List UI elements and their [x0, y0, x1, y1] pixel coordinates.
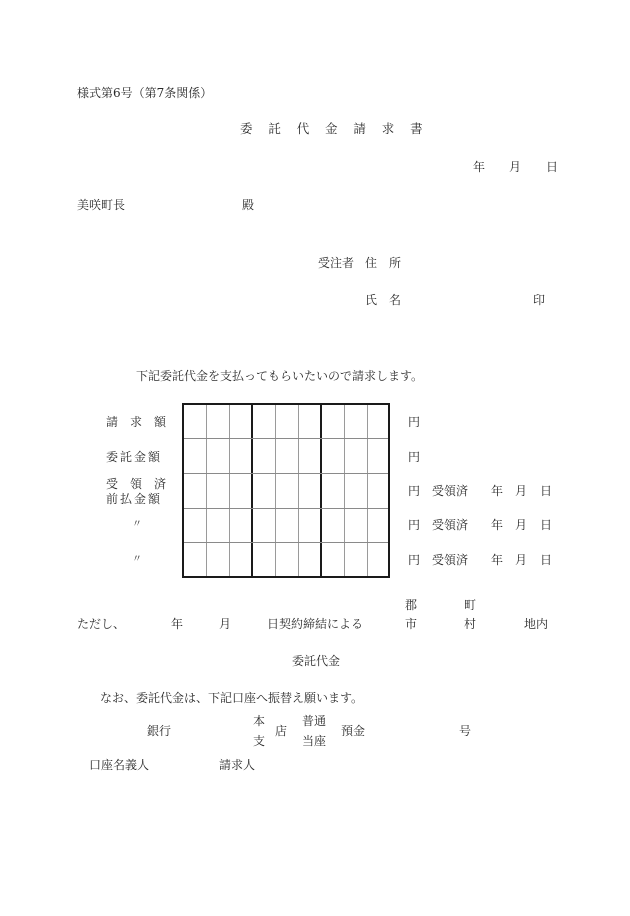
received-day: 日: [540, 518, 553, 532]
branch-label: 店: [275, 724, 288, 738]
yen-unit: 円: [408, 415, 421, 429]
form-number: 様式第6号（第7条関係）: [77, 86, 213, 100]
date-year: 年: [473, 160, 486, 174]
bank-label: 銀行: [147, 724, 172, 738]
yen-unit: 円: [408, 484, 421, 498]
received-month: 月: [515, 518, 528, 532]
transfer-note: なお、委託代金は、下記口座へ振替え願います。: [100, 691, 364, 705]
proviso-prefix: ただし、: [77, 617, 126, 631]
proviso-contract: 日契約締結による: [267, 617, 364, 631]
proviso-chinai: 地内: [524, 617, 549, 631]
document-title: [240, 122, 435, 136]
title-char: 委: [240, 121, 253, 136]
deposit-label: 預金: [341, 724, 366, 738]
title-char: 求: [381, 121, 395, 136]
account-type-ordinary: 普通: [302, 714, 327, 728]
proviso-gun: 郡: [405, 598, 418, 612]
date-day: 日: [546, 160, 559, 174]
account-type-current: 当座: [302, 734, 327, 748]
row-label-claim: 請 求 額: [106, 415, 167, 429]
name-label: 氏 名: [365, 293, 402, 307]
account-number-label: 号: [459, 724, 472, 738]
title-char: 託: [268, 121, 281, 136]
address-label: 住 所: [365, 256, 402, 270]
received-day: 日: [540, 484, 553, 498]
received-label: 受領済: [432, 484, 469, 498]
proviso-month: 月: [219, 617, 232, 631]
subject-label: 委託代金: [292, 654, 341, 668]
received-month: 月: [515, 484, 528, 498]
received-year: 年: [491, 484, 504, 498]
row-label-ditto: 〃: [132, 519, 142, 530]
date-month: 月: [509, 160, 522, 174]
contractor-label: 受注者: [318, 256, 355, 270]
row-label-contract: 委託金額: [106, 450, 163, 464]
received-month: 月: [515, 553, 528, 567]
title-char: 請: [353, 121, 366, 136]
received-label: 受領済: [432, 553, 469, 567]
received-label: 受領済: [432, 518, 469, 532]
branch-sub: 支: [253, 734, 266, 748]
title-char: 代: [296, 121, 310, 136]
branch-main: 本: [253, 714, 266, 728]
intro-text: 下記委託代金を支払ってもらいたいので請求します。: [136, 369, 424, 383]
claimant-label: 請求人: [219, 758, 256, 772]
row-label-advance: 前払金額: [106, 492, 163, 506]
proviso-year: 年: [171, 617, 184, 631]
yen-unit: 円: [408, 553, 421, 567]
addressee-name: 美咲町長: [77, 198, 126, 212]
received-year: 年: [491, 553, 504, 567]
addressee-honorific: 殿: [242, 198, 255, 212]
received-year: 年: [491, 518, 504, 532]
account-holder-label: 口座名義人: [89, 758, 150, 772]
proviso-mura: 村: [464, 617, 477, 631]
proviso-shi: 市: [405, 617, 418, 631]
row-label-received: 受 領 済: [106, 477, 167, 491]
proviso-machi: 町: [464, 598, 477, 612]
title-char: 金: [325, 121, 338, 136]
row-label-ditto: 〃: [132, 554, 142, 565]
title-char: 書: [410, 121, 423, 136]
yen-unit: 円: [408, 450, 421, 464]
seal-mark: 印: [533, 293, 546, 307]
received-day: 日: [540, 553, 553, 567]
yen-unit: 円: [408, 518, 421, 532]
amount-grid[interactable]: [182, 403, 390, 578]
